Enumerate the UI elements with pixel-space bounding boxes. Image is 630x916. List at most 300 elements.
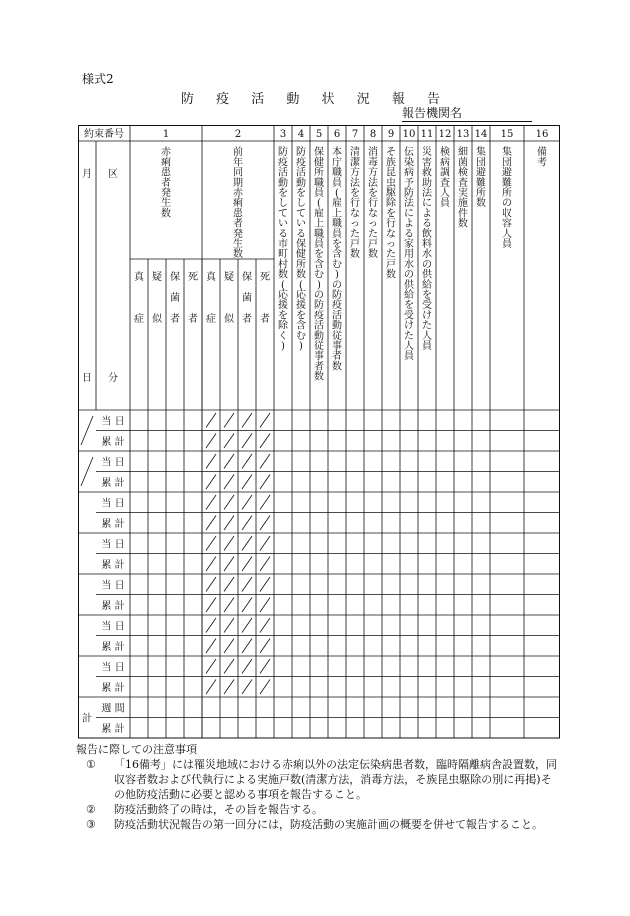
svg-text:予: 予 xyxy=(404,177,414,189)
diagonal-slash xyxy=(206,577,216,592)
svg-text:駆: 駆 xyxy=(386,188,396,199)
svg-text:員: 員 xyxy=(332,177,342,189)
svg-text:備: 備 xyxy=(537,147,547,159)
svg-text:保: 保 xyxy=(314,147,324,159)
svg-text:査: 査 xyxy=(458,177,468,189)
svg-text:の: の xyxy=(332,279,342,291)
svg-text:動: 動 xyxy=(314,330,324,342)
svg-text:職: 職 xyxy=(314,177,324,189)
diagonal-slash xyxy=(206,557,216,572)
svg-text:検: 検 xyxy=(440,147,450,159)
column-number: 12 xyxy=(438,129,452,140)
header-key: 約束番号 xyxy=(84,129,124,140)
svg-text:て: て xyxy=(296,208,306,220)
note-number: ② xyxy=(86,803,96,816)
subcol-text: 死 xyxy=(260,272,270,283)
svg-text:集: 集 xyxy=(502,147,512,159)
diagonal-slash xyxy=(224,598,234,613)
svg-text:除: 除 xyxy=(278,320,288,332)
diagonal-slash xyxy=(206,639,216,654)
diagonal-slash xyxy=(224,434,234,449)
svg-text:件: 件 xyxy=(458,208,468,220)
svg-text:害: 害 xyxy=(422,157,432,169)
svg-text:町: 町 xyxy=(278,249,288,261)
svg-text:を: を xyxy=(332,239,342,250)
svg-text:員: 員 xyxy=(314,188,324,199)
svg-text:(: ( xyxy=(335,188,339,199)
total-label: 計 xyxy=(82,713,92,725)
diagonal-slash xyxy=(260,516,270,531)
diagonal-slash xyxy=(260,495,270,510)
note-item xyxy=(76,817,561,832)
svg-text:細: 細 xyxy=(458,147,468,159)
svg-text:活: 活 xyxy=(278,167,288,179)
svg-text:職: 職 xyxy=(314,228,324,240)
column-number: 1 xyxy=(162,129,170,140)
column-title xyxy=(278,146,289,352)
report-table xyxy=(78,125,560,739)
svg-text:考: 考 xyxy=(537,157,547,169)
date-slash xyxy=(81,457,93,486)
svg-text:市: 市 xyxy=(278,239,288,250)
svg-text:数: 数 xyxy=(476,198,486,210)
svg-text:っ: っ xyxy=(368,218,378,230)
svg-text:): ) xyxy=(317,279,321,291)
column-title xyxy=(368,145,379,260)
column-number: 3 xyxy=(279,129,287,140)
svg-text:の: の xyxy=(502,198,512,210)
svg-text:人: 人 xyxy=(422,330,432,342)
diagonal-slash xyxy=(206,434,216,449)
svg-text:員: 員 xyxy=(502,239,512,250)
svg-text:上: 上 xyxy=(332,208,342,220)
svg-text:給: 給 xyxy=(404,290,414,301)
svg-text:む: む xyxy=(332,259,342,271)
svg-text:な: な xyxy=(368,208,378,220)
subcol-text: 者 xyxy=(170,314,180,325)
svg-text:水: 水 xyxy=(422,249,432,261)
svg-text:戸: 戸 xyxy=(386,259,396,271)
svg-text:る: る xyxy=(422,218,432,230)
page-title: 防 疫 活 動 状 況 報 告 xyxy=(181,92,449,107)
diagonal-slash xyxy=(206,598,216,613)
svg-text:団: 団 xyxy=(502,157,512,169)
subcol-text: 似 xyxy=(152,314,162,325)
diagonal-slash xyxy=(260,434,270,449)
svg-text:る: る xyxy=(278,228,288,240)
subcol-text: 菌 xyxy=(170,293,180,304)
svg-text:方: 方 xyxy=(350,167,360,179)
svg-text:動: 動 xyxy=(296,177,306,189)
diagonal-slash xyxy=(260,557,270,572)
diagonal-slash xyxy=(224,577,234,592)
svg-text:職: 職 xyxy=(332,167,342,179)
svg-text:数: 数 xyxy=(368,249,378,261)
row-label: 当 日 xyxy=(101,662,125,674)
svg-text:保: 保 xyxy=(296,239,306,250)
svg-text:雇: 雇 xyxy=(314,208,324,220)
svg-text:応: 応 xyxy=(278,290,288,301)
diagonal-slash xyxy=(260,598,270,613)
diagonal-slash xyxy=(242,434,252,449)
diagonal-slash xyxy=(242,557,252,572)
svg-text:活: 活 xyxy=(296,167,306,179)
svg-text:痢: 痢 xyxy=(161,157,171,169)
subcol-text: 症 xyxy=(134,314,144,325)
svg-text:を: を xyxy=(404,300,414,312)
subcol-text: 者 xyxy=(188,314,198,325)
svg-text:活: 活 xyxy=(314,320,324,332)
svg-text:実: 実 xyxy=(458,188,468,199)
diagonal-slash xyxy=(242,536,252,551)
form-number: 様式2 xyxy=(82,72,114,86)
diagonal-slash xyxy=(206,659,216,674)
svg-text:受: 受 xyxy=(404,310,414,322)
column-number: 5 xyxy=(315,129,323,140)
svg-text:法: 法 xyxy=(368,177,378,189)
svg-text:を: を xyxy=(386,208,396,220)
svg-text:活: 活 xyxy=(332,310,342,322)
svg-text:防: 防 xyxy=(296,147,306,159)
row-label: 当 日 xyxy=(101,580,125,592)
svg-text:員: 員 xyxy=(332,228,342,240)
svg-text:所: 所 xyxy=(314,167,324,179)
svg-text:防: 防 xyxy=(314,300,324,312)
diagonal-slash xyxy=(242,516,252,531)
svg-text:生: 生 xyxy=(233,239,243,250)
col1-title xyxy=(161,145,172,219)
svg-text:よ: よ xyxy=(404,218,414,230)
svg-text:応: 応 xyxy=(296,290,306,301)
svg-text:方: 方 xyxy=(368,167,378,179)
svg-text:者: 者 xyxy=(332,351,342,363)
column-title xyxy=(332,145,342,372)
svg-text:村: 村 xyxy=(278,259,288,271)
svg-text:っ: っ xyxy=(386,239,396,250)
svg-text:発: 発 xyxy=(233,228,243,240)
svg-text:集: 集 xyxy=(476,147,486,159)
column-title xyxy=(440,145,450,209)
reporting-agency-field[interactable]: 報告機関名 xyxy=(402,104,532,122)
svg-text:た: た xyxy=(350,228,360,240)
diagonal-slash xyxy=(224,536,234,551)
svg-text:員: 員 xyxy=(440,198,450,210)
diagonal-slash xyxy=(242,598,252,613)
svg-text:数: 数 xyxy=(278,269,288,281)
diagonal-slash xyxy=(224,618,234,633)
svg-text:難: 難 xyxy=(476,177,486,189)
note-item xyxy=(76,757,561,802)
diagonal-slash xyxy=(242,413,252,428)
row-label: 累 計 xyxy=(101,519,125,530)
svg-text:疫: 疫 xyxy=(296,157,306,169)
svg-text:(: ( xyxy=(299,279,303,291)
svg-text:): ) xyxy=(281,341,285,352)
svg-text:を: を xyxy=(296,188,306,199)
svg-text:し: し xyxy=(296,198,306,210)
column-title xyxy=(350,145,361,260)
svg-text:る: る xyxy=(404,228,414,240)
diagonal-slash xyxy=(206,413,216,428)
svg-text:含: 含 xyxy=(332,249,342,261)
diagonal-slash xyxy=(260,454,270,469)
svg-text:防: 防 xyxy=(404,188,414,199)
svg-text:よ: よ xyxy=(422,208,432,220)
diagonal-slash xyxy=(224,495,234,510)
svg-text:患: 患 xyxy=(161,167,171,179)
diagonal-slash xyxy=(206,495,216,510)
column-number: 10 xyxy=(402,129,416,140)
svg-text:病: 病 xyxy=(440,157,450,169)
svg-text:数: 数 xyxy=(458,218,468,230)
svg-text:容: 容 xyxy=(502,218,512,230)
subcol-text: 菌 xyxy=(242,293,252,304)
svg-text:避: 避 xyxy=(476,167,486,179)
svg-text:所: 所 xyxy=(502,188,512,199)
svg-text:含: 含 xyxy=(314,259,324,271)
svg-text:者: 者 xyxy=(314,361,324,373)
svg-text:の: の xyxy=(422,259,432,271)
column-number: 15 xyxy=(500,129,514,140)
svg-text:消: 消 xyxy=(368,147,378,159)
svg-text:団: 団 xyxy=(476,157,486,169)
column-title xyxy=(502,145,512,250)
svg-text:法: 法 xyxy=(422,188,432,199)
diagonal-slash xyxy=(224,454,234,469)
diagonal-slash xyxy=(242,495,252,510)
subcol-text: 保 xyxy=(242,272,252,283)
svg-text:受: 受 xyxy=(422,300,432,312)
svg-text:健: 健 xyxy=(314,157,324,169)
svg-text:菌: 菌 xyxy=(458,157,468,169)
svg-text:虫: 虫 xyxy=(386,177,396,189)
note-text: 防疫活動終了の時は，その旨を報告する。 xyxy=(114,803,323,816)
svg-text:法: 法 xyxy=(404,198,414,210)
svg-text:従: 従 xyxy=(332,330,342,342)
subcol-text: 疑 xyxy=(224,272,234,283)
svg-text:を: を xyxy=(278,188,288,199)
svg-text:本: 本 xyxy=(332,147,342,159)
subcol-text: 疑 xyxy=(152,272,162,283)
svg-text:む: む xyxy=(296,330,306,342)
svg-text:援: 援 xyxy=(278,300,288,312)
svg-text:期: 期 xyxy=(233,177,243,189)
svg-text:を: を xyxy=(422,290,432,301)
svg-text:事: 事 xyxy=(332,341,342,352)
svg-text:数: 数 xyxy=(314,371,324,383)
note-number: ③ xyxy=(86,818,96,831)
svg-text:検: 検 xyxy=(458,167,468,179)
diagonal-slash xyxy=(224,639,234,654)
note-text: 防疫活動状況報告の第一回分には，防疫活動の実施計画の概要を併せて報告すること。 xyxy=(114,818,543,831)
diagonal-slash xyxy=(224,475,234,490)
svg-text:い: い xyxy=(296,218,306,230)
svg-text:調: 調 xyxy=(440,167,450,179)
row-label: 当 日 xyxy=(101,457,125,469)
row-label: 当 日 xyxy=(101,539,125,551)
svg-text:): ) xyxy=(335,269,339,281)
svg-text:る: る xyxy=(296,228,306,240)
svg-text:料: 料 xyxy=(422,239,432,250)
svg-text:事: 事 xyxy=(314,351,324,363)
diagonal-slash xyxy=(224,413,234,428)
svg-text:た: た xyxy=(422,320,432,332)
svg-text:水: 水 xyxy=(404,259,414,271)
svg-text:従: 従 xyxy=(314,341,324,352)
column-number: 14 xyxy=(474,129,488,140)
svg-text:行: 行 xyxy=(386,218,396,230)
column-title xyxy=(314,145,324,382)
svg-text:救: 救 xyxy=(422,167,432,179)
column-number: 7 xyxy=(351,129,359,140)
svg-text:赤: 赤 xyxy=(233,188,243,199)
svg-text:け: け xyxy=(404,320,414,332)
diagonal-slash xyxy=(224,516,234,531)
note-item xyxy=(76,802,561,817)
column-title xyxy=(404,145,415,362)
svg-text:疫: 疫 xyxy=(278,157,288,169)
svg-text:職: 職 xyxy=(332,218,342,230)
diagonal-slash xyxy=(260,639,270,654)
svg-text:患: 患 xyxy=(233,208,243,220)
svg-text:数: 数 xyxy=(350,249,360,261)
svg-text:生: 生 xyxy=(161,198,171,210)
svg-text:助: 助 xyxy=(422,177,432,189)
notes-heading: 報告に際しての注意事項 xyxy=(76,743,197,756)
svg-text:伝: 伝 xyxy=(404,147,414,159)
svg-text:上: 上 xyxy=(314,218,324,230)
column-number: 16 xyxy=(535,129,549,140)
svg-text:数: 数 xyxy=(233,249,243,261)
svg-text:難: 難 xyxy=(502,177,512,189)
svg-text:援: 援 xyxy=(296,300,306,312)
svg-text:を: を xyxy=(278,310,288,322)
row-label: 累 計 xyxy=(101,601,125,612)
svg-text:そ: そ xyxy=(386,147,396,159)
svg-text:清: 清 xyxy=(350,147,360,159)
row-label: 累 計 xyxy=(101,683,125,694)
svg-text:人: 人 xyxy=(404,341,414,352)
svg-text:者: 者 xyxy=(233,218,243,230)
date-slash xyxy=(81,416,93,445)
row-label: 週 間 xyxy=(101,703,125,715)
svg-text:飲: 飲 xyxy=(422,228,432,240)
column-title xyxy=(385,146,397,280)
svg-text:数: 数 xyxy=(161,208,171,220)
diagonal-slash xyxy=(260,618,270,633)
diagonal-slash xyxy=(242,639,252,654)
row-label: 累 計 xyxy=(101,642,125,653)
svg-text:(: ( xyxy=(317,198,321,210)
svg-text:含: 含 xyxy=(296,320,306,332)
col2-title xyxy=(233,145,244,260)
diagonal-slash xyxy=(242,475,252,490)
svg-text:族: 族 xyxy=(386,157,396,169)
column-number: 2 xyxy=(234,129,242,140)
svg-text:潔: 潔 xyxy=(350,157,360,169)
svg-text:を: を xyxy=(314,249,324,261)
svg-text:数: 数 xyxy=(386,269,396,281)
svg-text:け: け xyxy=(422,310,432,322)
diagonal-slash xyxy=(260,577,270,592)
diagonal-slash xyxy=(242,454,252,469)
bun-label: 分 xyxy=(108,373,118,384)
svg-text:防: 防 xyxy=(278,147,288,159)
column-number: 13 xyxy=(456,129,470,140)
svg-text:員: 員 xyxy=(422,341,432,352)
svg-text:供: 供 xyxy=(422,269,432,281)
notes-section xyxy=(76,742,561,832)
column-title xyxy=(476,145,486,209)
column-number: 4 xyxy=(297,129,305,140)
row-label: 累 計 xyxy=(101,560,125,571)
svg-text:数: 数 xyxy=(332,361,342,373)
svg-text:前: 前 xyxy=(233,147,243,159)
column-title xyxy=(537,145,547,168)
svg-text:を: を xyxy=(350,188,360,199)
svg-text:に: に xyxy=(404,208,414,220)
row-label: 累 計 xyxy=(101,478,125,489)
diagonal-slash xyxy=(206,454,216,469)
svg-text:を: を xyxy=(296,310,306,322)
diagonal-slash xyxy=(242,577,252,592)
svg-text:雇: 雇 xyxy=(332,198,342,210)
svg-text:者: 者 xyxy=(161,177,171,189)
svg-text:た: た xyxy=(386,249,396,261)
row-label: 累 計 xyxy=(101,437,125,448)
svg-text:同: 同 xyxy=(233,167,243,179)
svg-text:人: 人 xyxy=(502,228,512,240)
svg-text:発: 発 xyxy=(161,188,171,199)
svg-text:く: く xyxy=(278,330,288,342)
diagonal-slash xyxy=(224,680,234,695)
svg-text:戸: 戸 xyxy=(368,239,378,250)
subcol-text: 似 xyxy=(224,314,234,325)
svg-text:行: 行 xyxy=(350,198,360,210)
svg-text:な: な xyxy=(350,208,360,220)
svg-text:庁: 庁 xyxy=(332,157,342,169)
svg-text:む: む xyxy=(314,269,324,281)
svg-text:の: の xyxy=(314,290,324,301)
svg-text:毒: 毒 xyxy=(368,157,378,169)
svg-text:員: 員 xyxy=(314,239,324,250)
svg-text:査: 査 xyxy=(440,177,450,189)
svg-text:行: 行 xyxy=(368,198,378,210)
svg-text:染: 染 xyxy=(404,157,414,169)
note-text: 「16備考」には罹災地域における赤痢以外の法定伝染病患者数，臨時隔離病舎設置数，同収容者数および代執行による実施戸数(清潔方法，消毒方法，そ族昆虫駆除の別に再掲)その他防疫活動に必要と認める事項を報告すること。 xyxy=(114,758,557,801)
note-number: ① xyxy=(86,758,96,771)
subcol-text: 真 xyxy=(134,272,144,283)
row-label: 当 日 xyxy=(101,621,125,633)
svg-text:動: 動 xyxy=(332,320,342,332)
svg-text:用: 用 xyxy=(404,249,414,261)
svg-text:供: 供 xyxy=(404,279,414,291)
diagonal-slash xyxy=(206,536,216,551)
svg-text:た: た xyxy=(368,228,378,240)
diagonal-slash xyxy=(206,618,216,633)
column-number: 8 xyxy=(369,129,377,140)
svg-text:動: 動 xyxy=(278,177,288,189)
column-title xyxy=(422,145,433,352)
svg-text:防: 防 xyxy=(332,290,342,301)
svg-text:い: い xyxy=(278,218,288,230)
svg-text:昆: 昆 xyxy=(386,167,396,179)
svg-text:数: 数 xyxy=(296,269,306,281)
subcol-text: 者 xyxy=(260,314,270,325)
svg-text:に: に xyxy=(422,198,432,210)
svg-text:疫: 疫 xyxy=(314,310,324,322)
svg-text:給: 給 xyxy=(422,279,432,291)
